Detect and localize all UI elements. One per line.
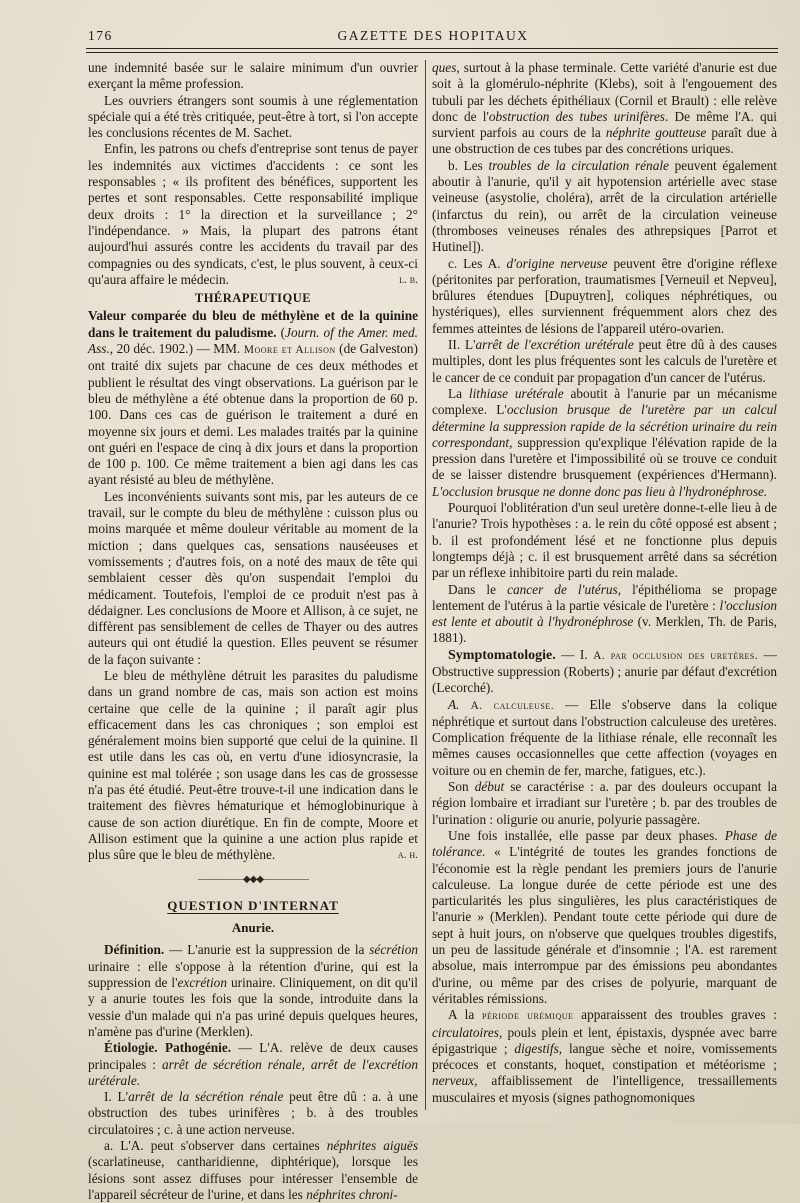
- section-heading: THÉRAPEUTIQUE: [194, 291, 312, 306]
- paragraph: Étiologie. Pathogénie. — L'A. relève de deux causes principales : arrêt de sécrétion rénale, arrêt de l'excrétion urétérale.: [88, 1040, 419, 1088]
- right-column: [432, 60, 777, 1106]
- page-number: 176: [88, 28, 113, 43]
- paragraph: II. L'arrêt de l'excrétion urétérale peut être dû à des causes multiples, dont les plus fréquentes sont les calculs de l'uretère et le cancer de ce conduit par propagation d'un cancer de l'utérus.: [432, 337, 777, 385]
- paragraph: une indemnité basée sur le salaire minimum d'un ouvrier exerçant la même profession.: [88, 60, 418, 92]
- signature: l. b.: [399, 273, 418, 286]
- authors: Moore et Allison: [243, 344, 336, 357]
- paragraph: Définition. — L'anurie est la suppression de la sécrétion urinaire : elle s'oppose à la rétention d'urine, qui est la suppression de l'excrétion urinaire. Cliniquement, on dit qu'il y a anurie toutes les fois que la sonde, introduite dans la vessie d'un malade qui n'a pas uriné depuis quelques heures, n'amène pas d'urine (Merklen).: [88, 942, 418, 1039]
- paragraph: a. L'A. peut s'observer dans certaines néphrites aiguës (scarlatineuse, cantharidienne, diphtérique), lorsque les lésions sont assez diffuses pour intéresser l'ensemble de l'appareil sécréteur de l'urine, et dans les néphrites chroni-: [88, 1138, 419, 1202]
- paragraph: Enfin, les patrons ou chefs d'entreprise sont tenus de payer les indemnités aux victimes d'accidents : ce sont les responsables ; « ils profitent des bénéfices, supportent les pertes et sont responsables. Cette responsabilité implique deux droits : 1° la direction et la surveillance ; 2° l'indépendance. » Mais, la plupart des patrons étant aujourd'hui assurés contre les accidents du travail par des compagnies ou des syndicats, c'est, le plus souvent, à ceux-ci qu'aura affaire le médecin. l. b.: [88, 141, 418, 287]
- paragraph: Une fois installée, elle passe par deux phases. Phase de tolérance. « L'intégrité de toutes les grandes fonctions de l'économie est la règle pendant les premiers jours de l'anurie calculeuse. La longue durée de cette période est une des particularités les plus singulières, les plus caractéristiques de l'anurie » (Merklen). Pendant toute cette période qui dure de sept à huit jours, on n'observe que quelques troubles digestifs, un peu de lassitude générale et d'insomnie ; l'A. est rarement absolue, mais interrompue par des émissions peu abondantes d'urine, ou même par des crises de polyurie, marquant de véritables rémissions.: [432, 827, 777, 1006]
- paragraph: c. Les A. d'origine nerveuse peuvent être d'origine réflexe (péritonites par perforation, traumatismes [Verneuil et Nepveu], brûlures étendues [Dupuytren], coliques néphrétiques, ou hystériques), elles surviennent fréquemment alors chez des femmes atteintes de lésions de l'appareil utéro-ovarien.: [432, 255, 777, 336]
- journal-title: GAZETTE DES HOPITAUX: [337, 28, 529, 43]
- article-title: Valeur comparée du bleu de méthylène et de la quinine dans le traitement du paludisme.: [88, 308, 418, 340]
- paragraph: A. A. calculeuse. — Elle s'observe dans la colique néphrétique et surtout dans l'obstruction calculeuse des uretères. Complication fréquente de la lithiase rénale, elle reconnaît les mêmes causes occasionnelles que cette affection (voyages en voiture ou en chemin de fer, marche, fatigues, etc.).: [432, 696, 778, 778]
- header-rule-thin: [86, 52, 778, 53]
- paragraph: Son début se caractérise : a. par des douleurs occupant la région lombaire et irradiant sur l'uretère ; b. par des troubles de l'urination : oligurie ou anurie, polyurie passagère.: [432, 779, 777, 827]
- paragraph: Pourquoi l'oblitération d'un seul uretère donne-t-elle lieu à de l'anurie? Trois hypothèses : a. le rein du côté opposé est absent ; b. il est profondément lésé et ne fonctionne plus depuis longtemps déjà ; c. il est brusquement arrêté dans sa sécrétion par un réflexe inhibitoire parti du rein malade.: [432, 500, 777, 581]
- page-header: [88, 26, 778, 48]
- section-divider: —————◆◆◆—————: [197, 873, 309, 885]
- paragraph: Les ouvriers étrangers sont soumis à une réglementation spéciale qui a été très critiquée, peut-être à tort, si l'on accepte les conclusions récentes de M. Sachet.: [88, 92, 418, 141]
- section-heading: QUESTION D'INTERNAT: [167, 897, 339, 913]
- journal-reference: Journ. of the Amer. med. Ass.: [88, 324, 418, 357]
- paragraph: b. Les troubles de la circulation rénale peuvent également aboutir à l'anurie, qu'il y ait hypotension artérielle avec stase veineuse (asystolie, choléra), arrêt de la circulation artérielle (infarctus du rein), ou arrêt de la circulation veineuse (thromboses veineuses rénales des athrepsiques [Parrot et Hutinel]).: [432, 157, 777, 255]
- article-paragraph: Valeur comparée du bleu de méthylène et de la quinine dans le traitement du paludisme. (Journ. of the Amer. med. Ass., 20 déc. 1902.) — MM. Moore et Allison (de Galveston) ont traité dix sujets par chacune de ces deux méthodes et publient le résultat des vingt observations. La guérison par le bleu de méthylène a été obtenue dans la proportion de 60 p. 100. Dans ces cas de guérison le traitement a duré en moyenne six jours et demi. Les malades traités par la quinine ont guéri en l'espace de cinq à dix jours et dans la proportion de 100 p. 100. Ce même traitement a bien agi dans les cas ayant résisté au bleu de méthylène.: [88, 308, 418, 488]
- paragraph: La lithiase urétérale aboutit à l'anurie par un mécanisme complexe. L'occlusion brusque de l'uretère par un calcul détermine la suppression rapide de la sécrétion urinaire du rein correspondant, suppression qu'explique l'élévation rapide de la pression dans l'uretère et l'impossibilité où se trouve ce conduit de se laisser distendre brusquement (expériences d'Hermann). L'occlusion brusque ne donne donc pas lieu à l'hydronéphrose.: [432, 385, 777, 499]
- column-divider: [425, 60, 426, 1110]
- left-column: [88, 60, 418, 1203]
- paragraph: A la période urémique apparaissent des troubles graves : circulatoires, pouls plein et lent, épistaxis, dyspnée avec barre épigastrique ; digestifs, langue sèche et noire, vomissements précoces et constants, hoquet, constipation et météorisme ; nerveux, affaiblissement de l'intelligence, tressaillements musculaires et myosis (signes pathognomoniques: [432, 1007, 777, 1105]
- paragraph: Le bleu de méthylène détruit les parasites du paludisme dans un grand nombre de cas, mais son action est moins certaine que celle de la quinine ; il paraît agir plus efficacement dans les cas chroniques ; son emploi est généralement moins bien supporté que celui de la quinine. Il est utile dans les cas où, en vertu d'une idiosyncrasie, la quinine est mal tolérée ; son usage dans les cas de grossesse n'a pas été étudié. Peut-être trouve-t-il une indication dans le traitement des fièvres hématurique et hémoglobinurique à cause de son action diurétique. En fin de compte, Moore et Allison estiment que la quinine a une action plus rapide et plus sûre que le bleu de méthylène. a. h.: [88, 667, 418, 863]
- paragraph: Dans le cancer de l'utérus, l'épithélioma se propage lentement de l'utérus à la partie vésicale de l'uretère : l'occlusion est lente et aboutit à l'hydronéphrose (v. Merklen, Th. de Paris, 1881).: [432, 581, 778, 646]
- header-rule-thick: [86, 48, 778, 49]
- paragraph: Symptomatologie. — I. A. par occlusion des uretères. — Obstructive suppression (Roberts) ; anurie par défaut d'excrétion (Lecorché).: [432, 646, 777, 696]
- paragraph: ques, surtout à la phase terminale. Cette variété d'anurie est due soit à la glomérulo-néphrite (Klebs), soit à l'engouement des tubuli par les déchets épithéliaux (Cornil et Brault) : elle relève donc de l'obstruction des tubes urinifères. De même l'A. qui survient parfois au cours de la néphrite goutteuse paraît due à une obstruction de ces tubes par des concrétions uriques.: [432, 60, 778, 157]
- signature: a. h.: [397, 849, 418, 862]
- article-subject: Anurie.: [231, 920, 275, 936]
- paragraph: Les inconvénients suivants sont mis, par les auteurs de ce travail, sur le compte du bleu de méthylène : cuisson plus ou moins marquée et même douleur véritable au moment de la miction ; dans quelques cas, sensations nauséeuses et vomissements ; d'autres fois, on a noté des maux de tête qui semblaient cesser dès qu'on suspendait l'emploi du médicament. Toutefois, l'emploi de ce produit n'est pas à dédaigner. Les conclusions de Moore et Allison, à ce sujet, ne diffèrent pas sensiblement de celles de Thayer ou des autres auteurs qui ont étudié la question. Elles peuvent se résumer de la façon suivante :: [88, 488, 418, 667]
- paragraph: I. L'arrêt de la sécrétion rénale peut être dû : a. à une obstruction des tubes urinifères ; b. à des troubles circulatoires ; c. à une action nerveuse.: [88, 1089, 418, 1137]
